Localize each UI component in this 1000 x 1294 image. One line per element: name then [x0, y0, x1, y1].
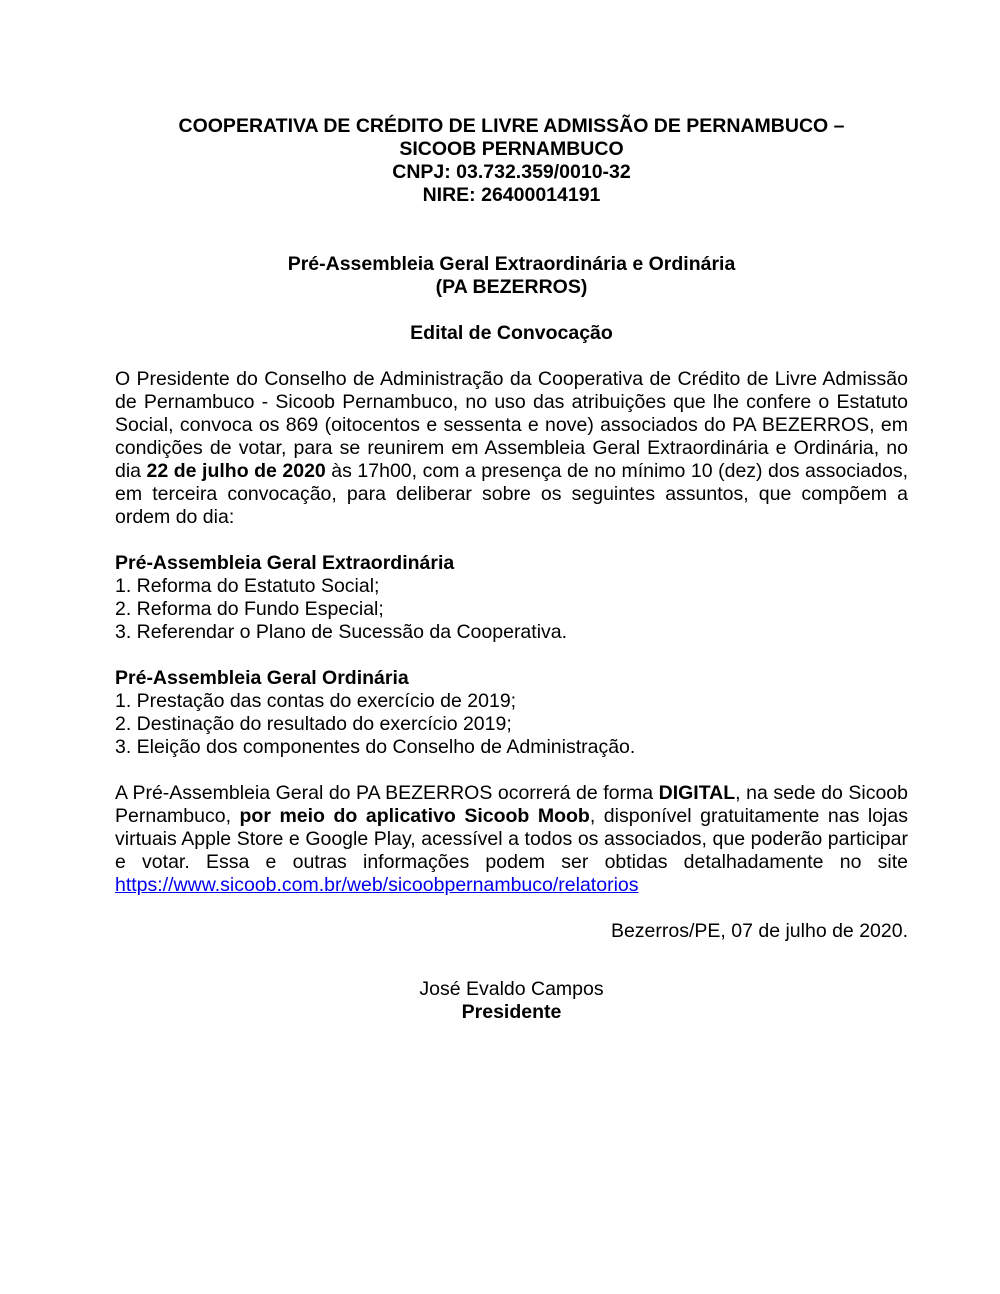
assembly-branch: (PA BEZERROS): [435, 276, 588, 298]
place-date-line: Bezerros/PE, 07 de julho de 2020.: [610, 920, 908, 942]
digital-text-2: , na sede do Sicoob Pernambuco,: [115, 782, 908, 827]
digital-text-3: , disponível gratuitamente nas lojas virtuais Apple Store e Google Play, acessível a todos os associados, que poderão participar e votar. Essa e outras informações podem ser obtidas detalhadamente no site: [115, 805, 908, 873]
org-name-line-1: COOPERATIVA DE CRÉDITO DE LIVRE ADMISSÃO DE PERNAMBUCO –: [178, 115, 845, 137]
digital-bold: DIGITAL: [658, 782, 736, 804]
assembly-title: Pré-Assembleia Geral Extraordinária e Ordinária: [287, 253, 736, 275]
agenda-item: 2. Reforma do Fundo Especial;: [115, 598, 384, 620]
signature-block: [115, 978, 908, 1024]
agenda-item: 3. Referendar o Plano de Sucessão da Cooperativa.: [115, 621, 568, 643]
section-ordinaria: [115, 667, 908, 759]
agenda-item: 1. Prestação das contas do exercício de 2019;: [115, 690, 517, 712]
agenda-item: 2. Destinação do resultado do exercício 2019;: [115, 713, 512, 735]
sicoob-relatorios-link[interactable]: https://www.sicoob.com.br/web/sicoobpernambuco/relatorios: [115, 874, 639, 896]
section-heading-extraordinaria: Pré-Assembleia Geral Extraordinária: [115, 552, 455, 574]
agenda-item: 1. Reforma do Estatuto Social;: [115, 575, 380, 597]
digital-paragraph: [115, 782, 908, 897]
document-title: Edital de Convocação: [410, 322, 613, 344]
agenda-item: 3. Eleição dos componentes do Conselho de Administração.: [115, 736, 636, 758]
section-heading-ordinaria: Pré-Assembleia Geral Ordinária: [115, 667, 409, 689]
intro-text-2: às 17h00, com a presença de no mínimo 10 (dez) dos associados, em terceira convocação, para deliberar sobre os seguintes assuntos, que compõem a ordem do dia:: [115, 460, 908, 528]
section-extraordinaria: [115, 552, 908, 644]
app-bold: por meio do aplicativo Sicoob Moob: [239, 805, 590, 827]
digital-text-1: A Pré-Assembleia Geral do PA BEZERROS ocorrerá de forma: [115, 782, 659, 804]
org-cnpj: CNPJ: 03.732.359/0010-32: [392, 161, 631, 183]
org-nire: NIRE: 26400014191: [422, 184, 601, 206]
signer-name: José Evaldo Campos: [419, 978, 604, 1000]
intro-paragraph: [115, 368, 908, 529]
org-header: [115, 115, 908, 207]
intro-date-bold: 22 de julho de 2020: [146, 460, 326, 482]
org-name-line-2: SICOOB PERNAMBUCO: [399, 138, 624, 160]
signer-title: Presidente: [461, 1001, 562, 1023]
intro-text-1: O Presidente do Conselho de Administração da Cooperativa de Crédito de Livre Admissão de Pernambuco - Sicoob Pernambuco, no uso das atribuições que lhe confere o Estatuto Social, convoca os 869 (oitocentos e sessenta e nove) associados do PA BEZERROS, em condições de votar, para se reunirem em Assembleia Geral Extraordinária e Ordinária, no dia: [115, 368, 908, 482]
assembly-title-block: [115, 253, 908, 299]
